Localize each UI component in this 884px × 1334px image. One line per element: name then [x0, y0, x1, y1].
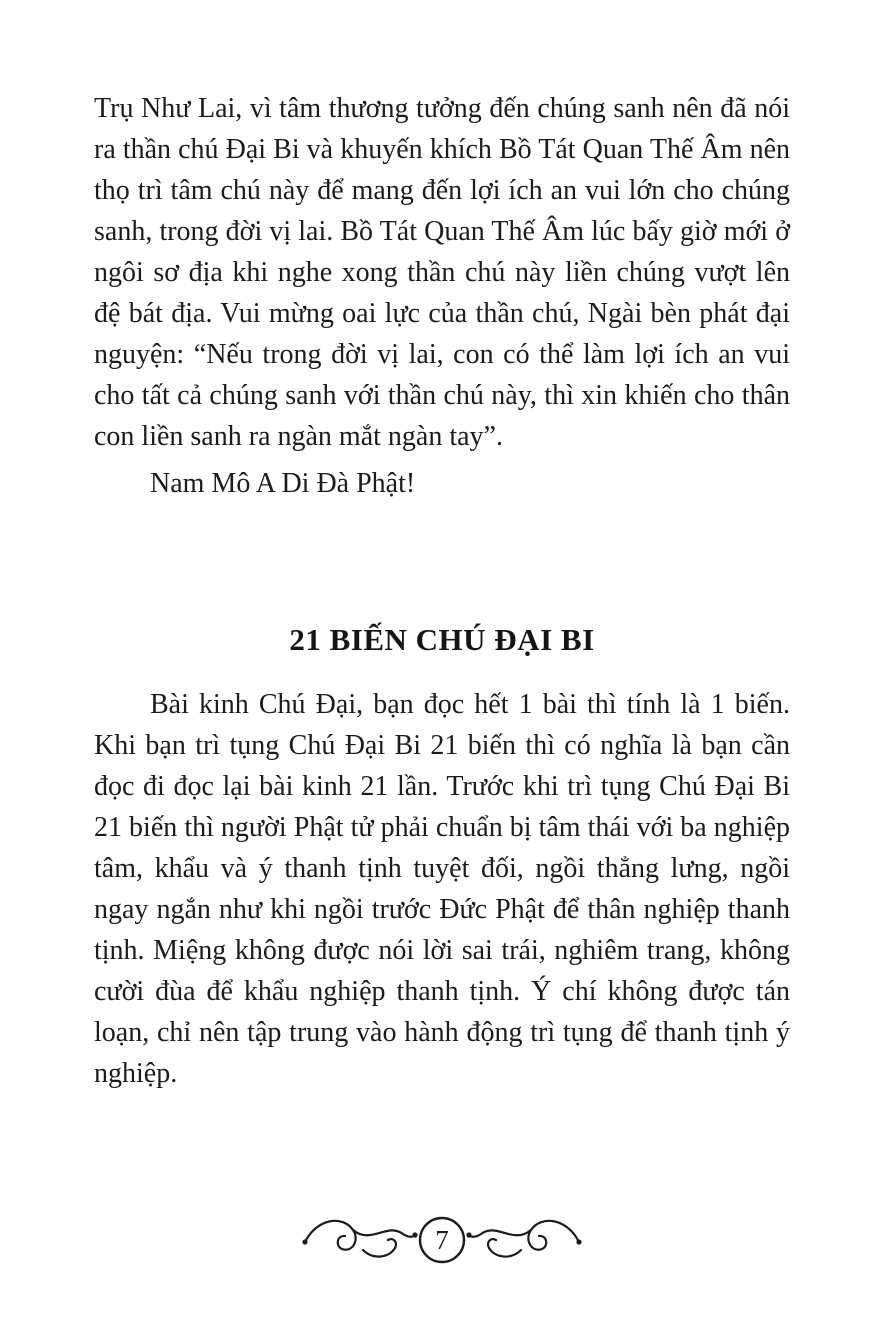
paragraph-instructions: Bài kinh Chú Đại, bạn đọc hết 1 bài thì tính là 1 biến. Khi bạn trì tụng Chú Đại Bi 21 biến thì có nghĩa là bạn cần đọc đi đọc lại bài kinh 21 lần. Trước khi trì tụng Chú Đại Bi 21 biến thì người Phật tử phải chuẩn bị tâm thái với ba nghiệp tâm, khẩu và ý thanh tịnh tuyệt đối, ngồi thẳng lưng, ngồi ngay ngắn như khi ngồi trước Đức Phật để thân nghiệp thanh tịnh. Miệng không được nói lời sai trái, nghiêm trang, không cười đùa để khẩu nghiệp thanh tịnh. Ý chí không được tán loạn, chỉ nên tập trung vào hành động trì tụng để thanh tịnh ý nghiệp. [94, 689, 790, 1089]
flourish-right-icon [466, 1221, 581, 1257]
footer-ornament [297, 1202, 587, 1276]
page-number: 7 [435, 1225, 449, 1255]
salutation-line: Nam Mô A Di Đà Phật! [150, 468, 416, 499]
flourish-left-icon [302, 1221, 417, 1257]
page-footer [0, 1202, 884, 1276]
page-number-circle [420, 1218, 464, 1262]
paragraph-continuation: Trụ Như Lai, vì tâm thương tưởng đến chúng sanh nên đã nói ra thần chú Đại Bi và khuyến khích Bồ Tát Quan Thế Âm nên thọ trì tâm chú này để mang đến lợi ích an vui lớn cho chúng sanh, trong đời vị lai. Bồ Tát Quan Thế Âm lúc bấy giờ mới ở ngôi sơ địa khi nghe xong thần chú này liền chúng vượt lên đệ bát địa. Vui mừng oai lực của thần chú, Ngài bèn phát đại nguyện: “Nếu trong đời vị lai, con có thể làm lợi ích an vui cho tất cả chúng sanh với thần chú này, thì xin khiến cho thân con liền sanh ra ngàn mắt ngàn tay”. [94, 93, 790, 452]
section-heading: 21 BIẾN CHÚ ĐẠI BI [289, 622, 595, 657]
